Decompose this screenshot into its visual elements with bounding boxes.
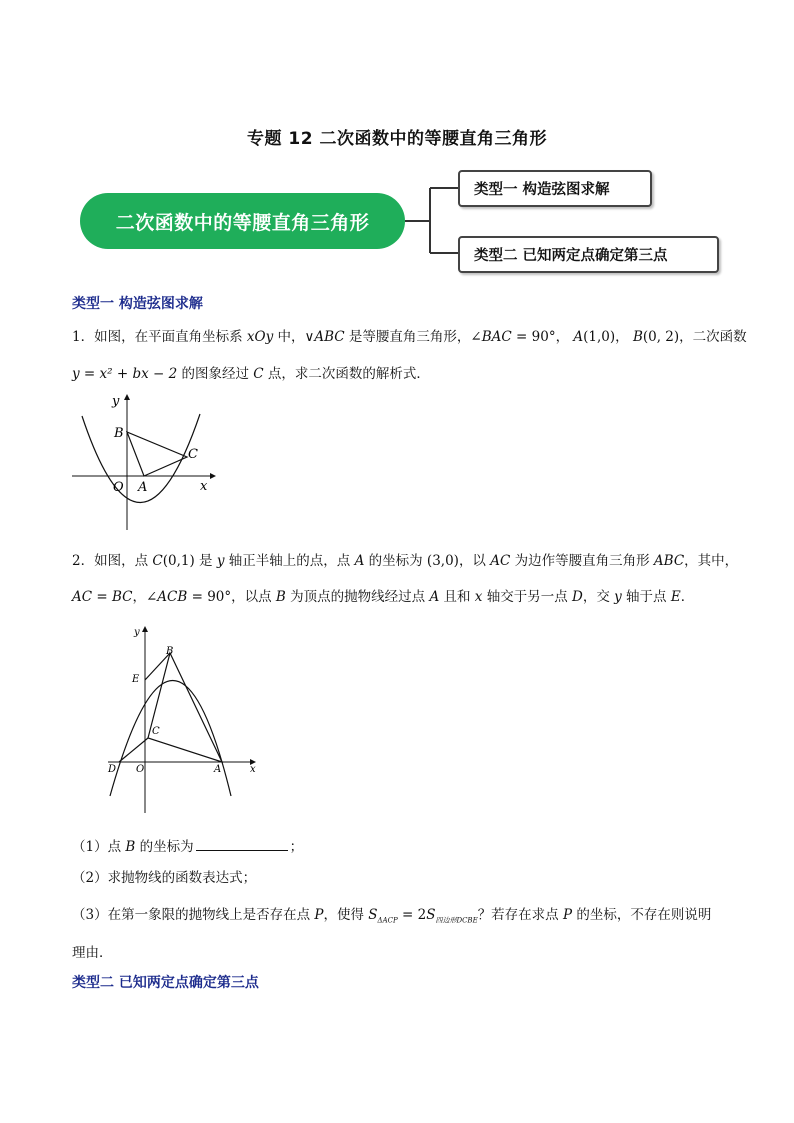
q2-label-D: D — [108, 764, 117, 775]
q2-label-E: E — [132, 674, 140, 685]
q2-label-C: C — [152, 726, 160, 737]
q2-line1: 2．如图，点 C(0,1) 是 y 轴正半轴上的点，点 A 的坐标为 (3,0)，以 AC 为边作等腰直角三角形 ABC，其中， — [72, 553, 739, 569]
q2-parabola — [110, 681, 231, 797]
section-heading-type1: 类型一 构造弦图求解 — [72, 296, 203, 312]
q2-label-x: x — [250, 764, 256, 775]
q2-sub3: （3）在第一象限的抛物线上是否存在点 P，使得 $S_{\Delta ACP} = 2S_{四边形DCBE}$？若存在求点 P 的坐标，不存在则说明 — [72, 907, 712, 925]
q1-label-A: A — [138, 480, 148, 495]
q1-line1: 1．如图，在平面直角坐标系 xOy 中，∨ABC 是等腰直角三角形，∠BAC = 90°， A(1,0)， B(0, 2)，二次函数 — [72, 329, 747, 345]
q2-sub2: （2）求抛物线的函数表达式； — [72, 870, 257, 886]
q2-segment-DC — [119, 738, 148, 762]
section-heading-type2: 类型二 已知两定点确定第三点 — [72, 975, 259, 991]
q1-label-x: x — [200, 479, 208, 494]
q1-line2: y = x² + bx − 2 的图象经过 C 点，求二次函数的解析式． — [72, 366, 430, 382]
q1-label-C: C — [188, 447, 198, 462]
mindmap-main-node: 二次函数中的等腰直角三角形 — [80, 193, 405, 249]
q1-label-B: B — [114, 426, 124, 441]
q2-triangle — [148, 653, 222, 762]
q2-line2: AC = BC，∠ACB = 90°，以点 B 为顶点的抛物线经过点 A 且和 x 轴交于另一点 D，交 y 轴于点 E． — [72, 589, 695, 605]
q1-triangle — [127, 432, 187, 476]
q2-answer-blank[interactable] — [196, 838, 288, 851]
q2-label-y: y — [134, 627, 140, 638]
q2-label-A: A — [214, 764, 222, 775]
q2-label-B: B — [166, 646, 174, 657]
q2-sub1: （1）点 B 的坐标为 ； — [72, 839, 304, 855]
q1-figure — [70, 390, 220, 540]
mindmap-branch-type1: 类型一 构造弦图求解 — [458, 170, 652, 207]
q1-label-y: y — [112, 394, 120, 409]
q2-sub3-cont: 理由． — [72, 945, 113, 961]
mindmap-branch-type2: 类型二 已知两定点确定第三点 — [458, 236, 719, 273]
q1-label-O: O — [113, 480, 124, 495]
q2-label-O: O — [136, 764, 145, 775]
page-title: 专题 12 二次函数中的等腰直角三角形 — [247, 129, 547, 149]
q2-figure — [100, 620, 270, 820]
